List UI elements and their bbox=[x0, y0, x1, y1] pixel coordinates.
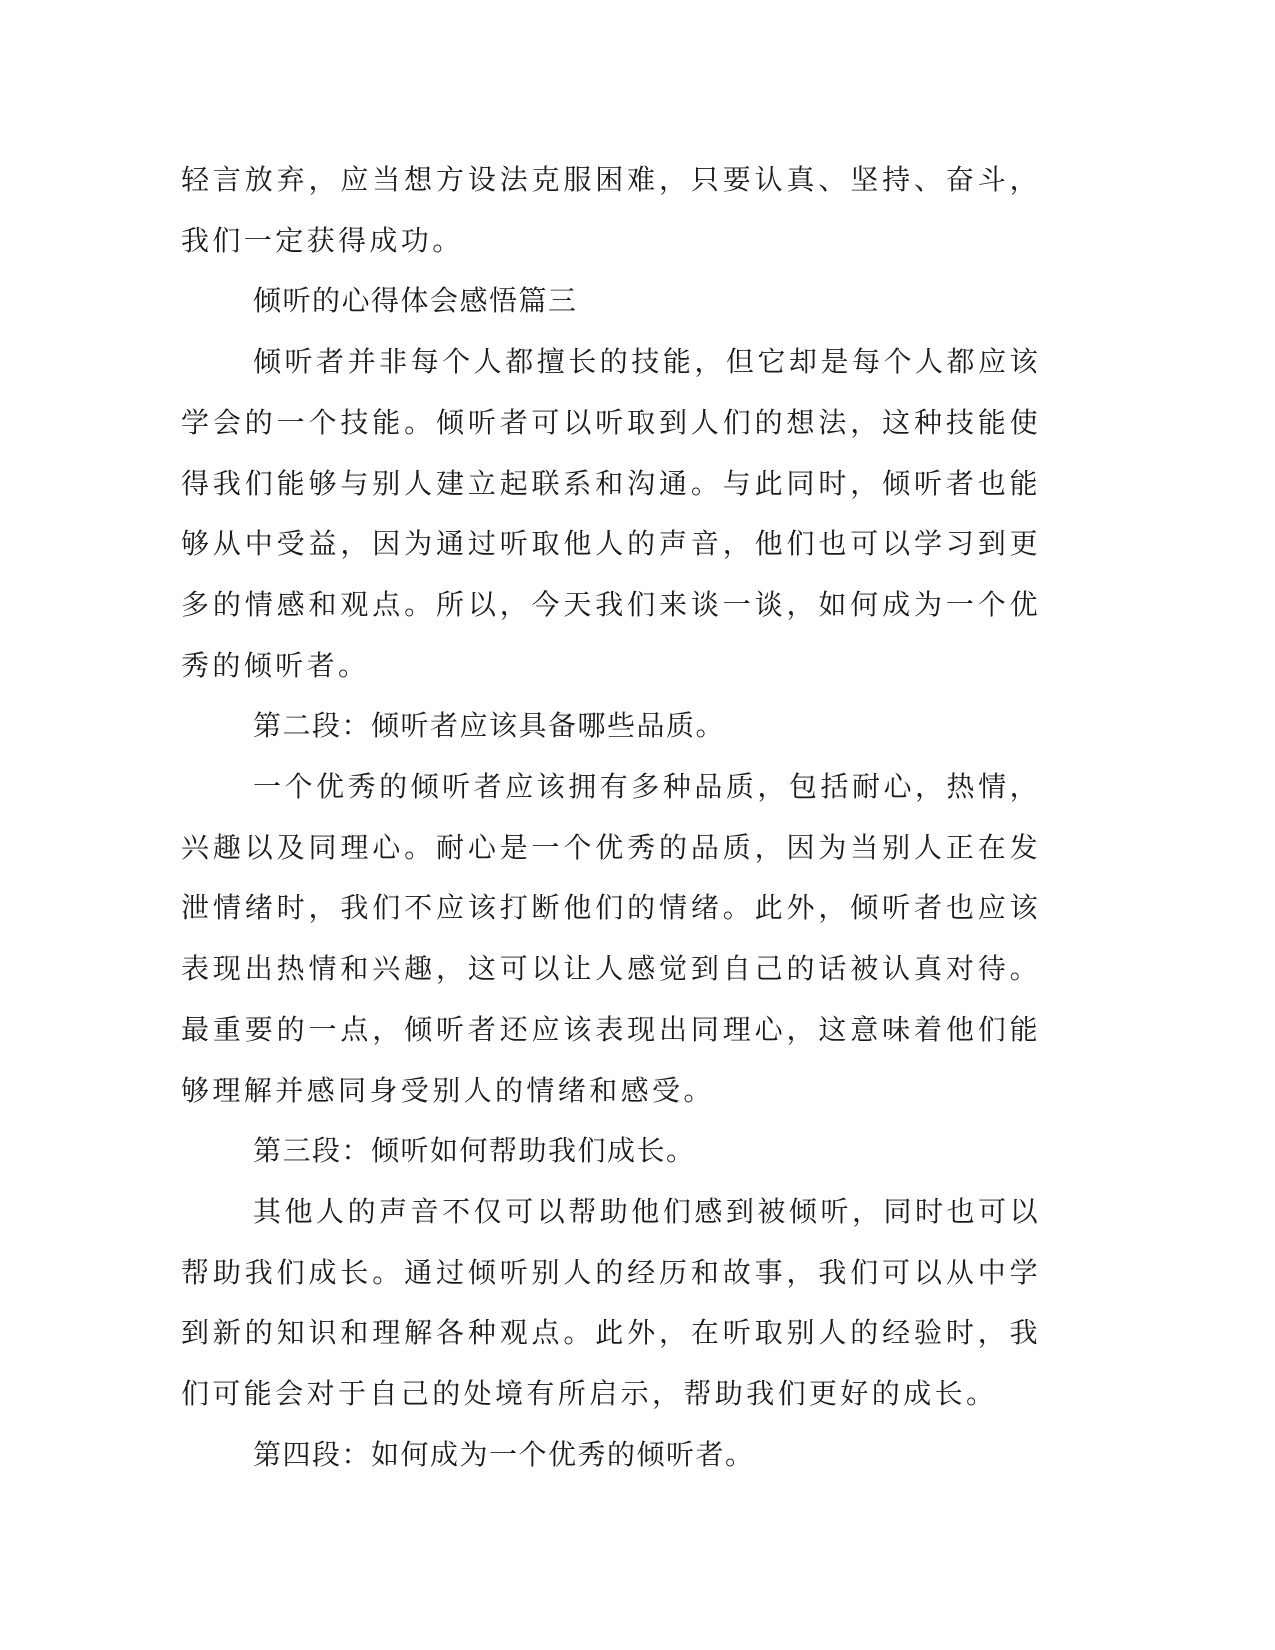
section-heading-4: 第四段：如何成为一个优秀的倾听者。 bbox=[253, 1437, 755, 1471]
paragraph-growth: 其他人的声音不仅可以帮助他们感到被倾听，同时也可以帮助我们成长。通过倾听别人的经历和故事，我们可以从中学到新的知识和理解各种观点。此外，在听取别人的经验时，我们可能会对于自己的处境有所启示，帮助我们更好的成长。 bbox=[181, 1194, 1041, 1411]
section-heading-2: 第二段：倾听者应该具备哪些品质。 bbox=[253, 709, 726, 743]
section-heading-3: 第三段：倾听如何帮助我们成长。 bbox=[253, 1134, 696, 1168]
paragraph-continuation: 轻言放弃，应当想方设法克服困难，只要认真、坚持、奋斗，我们一定获得成功。 bbox=[181, 163, 1041, 257]
paragraph-qualities: 一个优秀的倾听者应该拥有多种品质，包括耐心，热情，兴趣以及同理心。耐心是一个优秀的品质，因为当别人正在发泄情绪时，我们不应该打断他们的情绪。此外，倾听者也应该表现出热情和兴趣，这可以让人感觉到自己的话被认真对待。最重要的一点，倾听者还应该表现出同理心，这意味着他们能够理解并感同身受别人的情绪和感受。 bbox=[181, 770, 1041, 1107]
paragraph-intro: 倾听者并非每个人都擅长的技能，但它却是每个人都应该学会的一个技能。倾听者可以听取到人们的想法，这种技能使得我们能够与别人建立起联系和沟通。与此同时，倾听者也能够从中受益，因为通过听取他人的声音，他们也可以学习到更多的情感和观点。所以，今天我们来谈一谈，如何成为一个优秀的倾听者。 bbox=[181, 345, 1041, 682]
document-body bbox=[181, 150, 1041, 1485]
section-title: 倾听的心得体会感悟篇三 bbox=[253, 284, 578, 318]
